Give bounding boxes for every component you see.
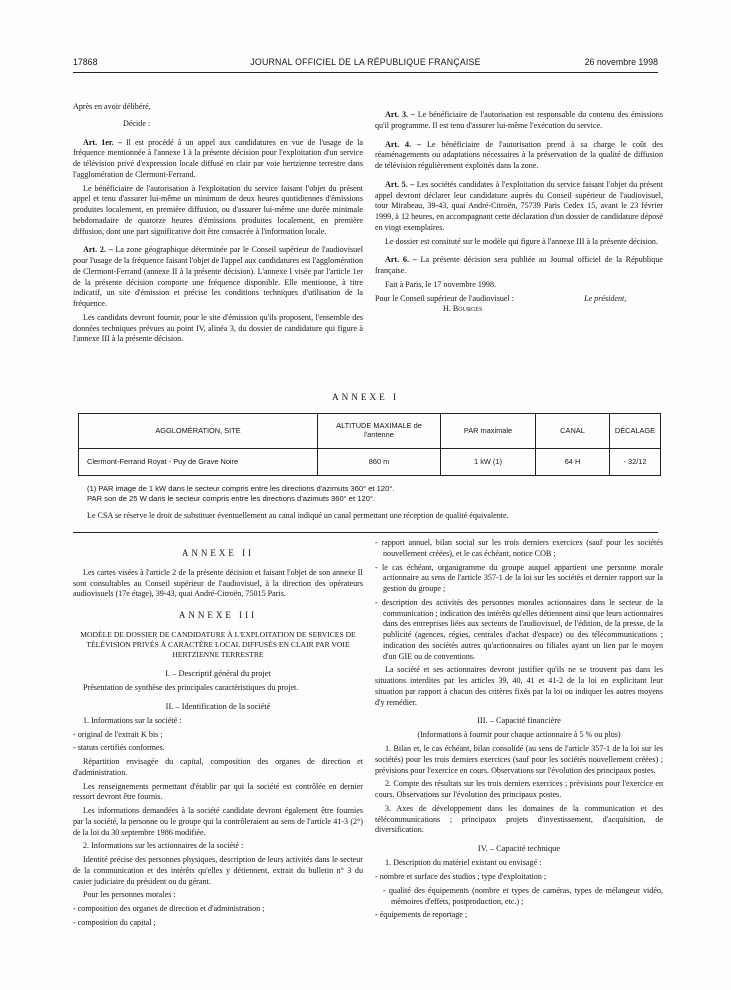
paragraph: 1. Bilan et, le cas échéant, bilan consolidé (au sens de l'article 357-1 de la loi sur les sociétés) pour les trois derniers exercices (sauf pour les sociétés nouvellement créées) ; prévisions pour l'exercice en cours. Observations sur l'évolution des principaux postes. xyxy=(375,744,663,775)
table-header-row xyxy=(79,414,661,449)
heading-text: III. – Capacité financière xyxy=(477,716,561,726)
paragraph: 2. Compte des résultats sur les trois derniers exercices ; prévisions pour l'exercice en cours. Observations sur l'évolution des principaux postes. xyxy=(375,779,663,800)
paragraph: La société et ses actionnaires devront justifier qu'ils ne se trouvent pas dans les situations interdites par les articles 39, 40, 41 et 41-2 de la loi en explicitant leur situation par rapport à chacun des critères fixés par la loi ou indiquer les autres moyens d'y remédier. xyxy=(375,665,663,707)
paragraph: Le bénéficiaire de l'autorisation à l'exploitation du service faisant l'objet du présent appel et tenu d'assurer lui-même un minimum de deux heures quotidiennes d'émissions produites localement, en première diffusion, ou d'assurer lui-même une durée minimale hebdomadaire de quatorze heures d'émissions produites localement, en première diffusion, dont une part significative doit être consacrée à l'information locale. xyxy=(73,183,363,236)
paragraph: Les renseignements permettant d'établir par qui la société est contrôlée en dernier ressort devront être fournis. xyxy=(73,781,363,802)
paragraph: Le dossier est consituté sur le modèle qui figure à l'annexe III à la présente décision. xyxy=(385,236,658,246)
article-number: Art. 6. – xyxy=(385,255,417,265)
cell-canal: 64 H xyxy=(536,449,610,476)
section-heading xyxy=(375,715,663,726)
paragraph: Identité précise des personnes physiques, description de leurs activités dans le secteur de la communication et des intérêts qu'elles y détiennent, extrait du bulletin n° 3 du casier judiciaire du président ou du gérant. xyxy=(73,855,363,886)
table-note-2: PAR son de 25 W dans le secteur compris entre les directions d'azimuts 360° et 120°. xyxy=(87,494,376,504)
heading-text: IV. – Capacité technique xyxy=(477,844,561,854)
article-text: Les sociétés candidates à l'exploitation du service faisant l'objet du présent appel devront déclarer leur candidature auprès du Conseil supérieur de l'audiovisuel, tour Mirabeau, 39-43, quai André-Citroën, 75739 Paris Cedex 15, avant le 23 février 1999, à 12 heures, en accompagnant cette déclaration d'un dossier de candidature déposé en vingt exemplaires. xyxy=(375,179,663,232)
article-number: Art. 2. – xyxy=(83,245,113,255)
section-heading xyxy=(73,701,363,712)
paragraph xyxy=(375,180,663,234)
article-text: Le bénéficiaire de l'autorisation prend à sa charge le coût des réaménagements ou adaptations nécessaires à la préservation de la qualité de diffusion de télévision régulièrement exploités dans la zone. xyxy=(375,139,663,170)
article-text: Il est procédé à un appel aux candidatures en vue de l'usage de la fréquence mentionnée à l'annexe I à la présente décision pour l'exploitation d'un service de télévision privé d'expression locale diffusé en clair par voie hertzienne terrestre dans l'agglomération de Clermont-Ferrand. xyxy=(73,137,363,179)
article-number: Art. 1er. – xyxy=(83,137,122,147)
cell-altitude: 860 m xyxy=(318,449,441,476)
page-number: 17868 xyxy=(73,57,98,67)
paragraph: - composition des organes de direction et d'administration ; xyxy=(73,904,265,914)
page-header xyxy=(73,57,658,71)
paragraph xyxy=(375,110,663,132)
header-canal: CANAL xyxy=(536,414,610,449)
signature-line-3: H. Bourges xyxy=(443,304,483,314)
paragraph: Pour les personnes morales : xyxy=(83,890,176,900)
paragraph: - nombre et surface des studios ; type d'exploitation ; xyxy=(375,872,547,882)
paragraph: Les cartes visées à l'article 2 de la présente décision et faisant l'objet de son annexe II sont consultables au Conseil supérieur de l'audiovisuel, à la direction des opérateurs audiovisuels (17e étage), 39-43, quai André-Citroën, 75015 Paris. xyxy=(73,567,363,599)
paragraph: Les informations demandées à la société candidate devront également être fournies par la société, la personne ou le groupe qui la contrôleraient au sens de l'article 41-3 (2°) de la loi du 30 septembre 1986 modifiée. xyxy=(73,806,363,837)
section-heading xyxy=(73,668,363,679)
paragraph: Les candidats devront fournir, pour le site d'émission qu'ils proposent, l'ensemble des données techniques prévues au point IV, alinéa 3, du dossier de candidature qui figure à l'annexe III à la présente décision. xyxy=(73,312,363,344)
header-decalage: DÉCALAGE xyxy=(610,414,661,449)
article-number: Art. 5. – xyxy=(385,179,415,189)
paragraph: - statuts certifiés conformes. xyxy=(73,743,165,753)
cell-decalage: - 32/12 xyxy=(610,449,661,476)
article-number: Art. 4. – xyxy=(385,139,422,149)
lower-left-column xyxy=(73,538,363,932)
cell-site: Clermont-Ferrand Royat - Puy de Grave Noire xyxy=(79,449,318,476)
paragraph: 3. Axes de développement dans les domaines de la communication et des télécommunications ; principaux projets d'investissement, d'acquisition, de diversification. xyxy=(375,803,663,835)
section-heading xyxy=(73,548,363,560)
paragraph: Présentation de synthèse des principales caractéristiques du projet. xyxy=(83,682,299,692)
heading-text: ANNEXE II xyxy=(181,548,255,558)
paragraph: Décide : xyxy=(123,118,151,128)
csa-note: Le CSA se réserve le droit de substituer éventuellement au canal indiqué un canal permettant une réception de qualité équivalente. xyxy=(87,511,509,520)
paragraph: - le cas échéant, organigramme du groupe auquel appartient une personne morale actionnaire au sens de l'article 357-1 de la loi sur les sociétés et dernier rapport sur la gestion du groupe ; xyxy=(375,562,663,593)
paragraph xyxy=(73,138,363,181)
paragraph: - description des activités des personnes morales actionnaires dans le secteur de la communication ; indication des intérêts qu'elles détiennent ainsi que leurs actionnaires dans des entreprises liées aux secteurs de l'audiovisuel, de l'édition, de la presse, de la publicité (agences, régies, centrales d'achat d'espace) ou des télécommunications ; indication des sociétés autres qu'actionnaires ou filiales ayant un lien par le moyen d'un GIE ou de conventions. xyxy=(375,597,663,661)
heading-text: I. – Descriptif général du projet xyxy=(165,668,271,678)
paragraph: 1. Description du matériel existant ou envisagé : xyxy=(385,858,542,868)
signature-line-1: Pour le Conseil supérieur de l'audiovisuel : xyxy=(375,293,515,303)
paragraph: - qualité des équipements (nombre et types de caméras, types de mélangeur vidéo, mémoires d'effets, postproduction, etc.) ; xyxy=(383,885,663,906)
table-row xyxy=(79,449,661,476)
paragraph: 2. Informations sur les actionnaires de la société : xyxy=(83,841,244,851)
paragraph: - original de l'extrait K bis ; xyxy=(73,729,163,739)
header-par: PAR maximale xyxy=(441,414,536,449)
article-text: La présente décision sera publiée au Journal officiel de la République française. xyxy=(375,255,663,275)
article-text: Le bénéficiaire de l'autorisation est responsable du contenu des émissions qu'il programme. Il est tenu d'assurer lui-même l'exécution du service. xyxy=(375,110,663,130)
heading-text: ANNEXE III xyxy=(178,610,258,621)
paragraph: 1. Informations sur la société : xyxy=(83,715,182,725)
lower-right-column xyxy=(375,538,663,924)
annex-subtitle: MODÈLE DE DOSSIER DE CANDIDATURE À L'EXPLOITATION DE SERVICES DE TÉLÉVISION PRIVÉS À CARACTÈRE LOCAL DIFFUSÉS EN CLAIR PAR VOIE HERTZIENNE TERRESTRE xyxy=(80,630,356,659)
section-heading xyxy=(73,610,363,622)
publication-date: 26 novembre 1998 xyxy=(584,57,658,67)
paragraph: - équipements de reportage ; xyxy=(375,910,468,920)
paragraph: Répartition envisagée du capital, composition des organes de direction et d'administration. xyxy=(73,757,363,777)
header-rule xyxy=(73,72,658,73)
cell-par: 1 kW (1) xyxy=(441,449,536,476)
signature-block xyxy=(375,294,663,316)
table-notes xyxy=(87,484,394,505)
heading-text: II. – Identification de la société xyxy=(165,701,271,711)
paragraph: (Informations à fournir pour chaque actionnaire à 5 % ou plus) xyxy=(417,730,621,740)
paragraph: Fait à Paris, le 17 novembre 1998. xyxy=(385,279,497,289)
section-heading xyxy=(375,843,663,854)
frequency-table xyxy=(78,413,661,476)
paragraph: - rapport annuel, bilan social sur les trois derniers exercices (sauf pour les sociétés nouvellement créées), et le cas échéant, notice COB ; xyxy=(375,538,663,558)
signature-line-2: Le président, xyxy=(584,293,627,303)
header-altitude: ALTITUDE MAXIMALE de l'antenne xyxy=(318,414,441,449)
header-site: AGGLOMÉRATION, SITE xyxy=(79,414,318,449)
paragraph xyxy=(375,140,663,172)
journal-title: JOURNAL OFFICIEL DE LA RÉPUBLIQUE FRANÇAISE xyxy=(250,57,481,67)
article-number: Art. 3. – xyxy=(385,110,415,119)
annexe-1-title: ANNEXE I xyxy=(331,392,400,402)
article-text: La zone géographique déterminée par le Conseil supérieur de l'audiovisuel pour l'usage de la fréquence faisant l'objet de l'appel aux candidatures est l'agglomération de Clermont-Ferrand (annexe II à la présente décision). L'annexe I visée par l'article 1er de la présente décision comporte une fréquence disponible. Elle mentionne, à titre indicatif, un site d'émission et précise les conditions techniques d'utilisation de la fréquence. xyxy=(73,245,364,308)
paragraph xyxy=(73,245,363,310)
paragraph: - composition du capital ; xyxy=(73,917,156,927)
paragraph xyxy=(375,255,663,277)
upper-right-column xyxy=(375,102,663,315)
paragraph: Après en avoir délibéré, xyxy=(73,102,151,111)
table-note-1: (1) PAR image de 1 kW dans le secteur compris entre les directions d'azimuts 360° et 120°. xyxy=(87,484,395,493)
section-rule xyxy=(73,532,658,533)
upper-left-column xyxy=(73,102,363,348)
